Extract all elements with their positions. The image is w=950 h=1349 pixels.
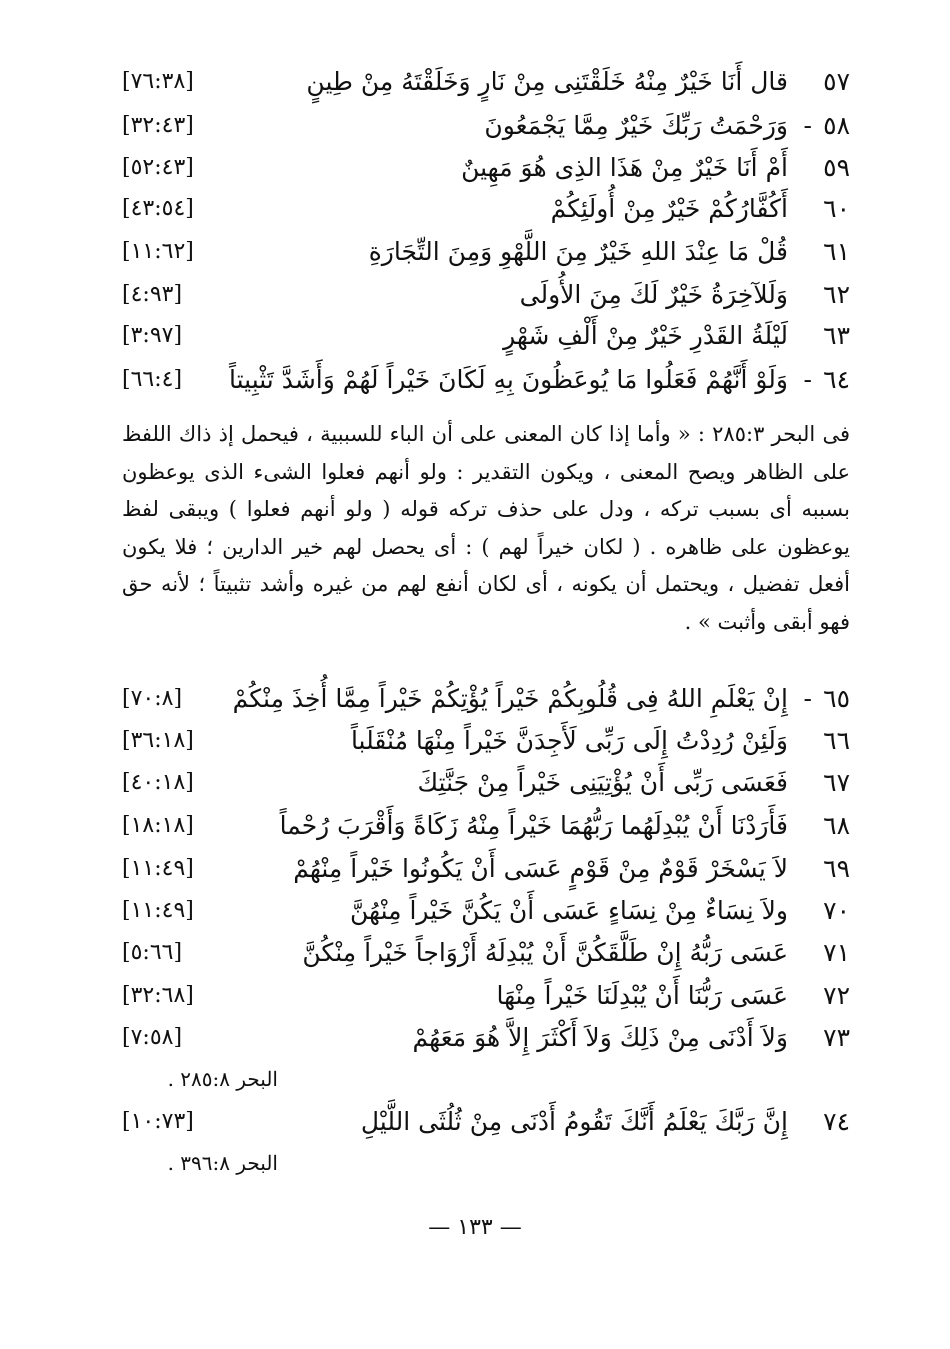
source-note: البحر ٢٨٥:٨ .: [167, 1067, 278, 1091]
verse-number: ٦٠: [823, 194, 850, 223]
verse-line: [122, 148, 850, 188]
verse-text: إِنْ يَعْلَمِ اللهُ فِى قُلُوبِكُمْ خَيْراً يُؤْتِكُمْ خَيْراً مِمَّا أُخِذَ مِنْكُمْ: [232, 684, 788, 713]
verse-number: ٦٩: [823, 854, 850, 883]
verse-line: [122, 849, 850, 889]
verse-reference: [٣٦:١٨]: [122, 728, 194, 753]
commentary-text: فى البحر ٢٨٥:٣ : « وأما إذا كان المعنى على أن الباء للسببية ، فيحمل إذ ذاك اللفظ على الظاهر ويصح المعنى ، ويكون التقدير : ولو أنهم فعلوا الشىء الذى يوعظون بسببه أى بسبب تركه ، ودل على حذف تركه قوله ( ولو أنهم فعلوا ) ويبقى لفظ يوعظون على ظاهره . ( لكان خيراً لهم ) : أى يحصل لهم خير الدارين ؛ فلا يكون أفعل تفضيل ، ويحتمل أن يكونه ، أى لكان أنفع لهم من غيره وأشد تثبيتاً ؛ لأنه حق فهو أبقى وأثبت » .: [122, 422, 850, 634]
verse-number: ٦٧: [823, 768, 850, 797]
verse-reference: [١١:٤٩]: [122, 856, 194, 881]
verse-number: ٦٤: [823, 365, 850, 394]
verse-number: ٦٢: [823, 280, 850, 309]
verse-number: ٥٧: [823, 67, 850, 96]
verse-reference: [١٨:١٨]: [122, 813, 194, 838]
verse-line: [122, 189, 850, 229]
verse-reference: [١٠:٧٣]: [122, 1109, 194, 1134]
verse-line: [122, 232, 850, 272]
verse-number: ٦٥: [823, 684, 850, 713]
verse-text: إِنَّ رَبَّكَ يَعْلَمُ أَنَّكَ تَقُومُ أَدْنَى مِنْ ثُلُثَى اللَّيْلِ: [360, 1107, 788, 1136]
verse-number: ٥٨: [823, 111, 850, 140]
verse-text: ولاَ نِسَاءٌ مِنْ نِسَاءٍ عَسَى أَنْ يَكُنَّ خَيْراً مِنْهُنَّ: [350, 896, 788, 925]
verse-number: ٧١: [823, 938, 850, 967]
verse-number: ٦٣: [823, 321, 850, 350]
verse-text: وَلَئِنْ رُدِدْتُ إِلَى رَبِّى لَأَجِدَنَّ خَيْراً مِنْهَا مُنْقَلَباً: [350, 726, 788, 755]
verse-text: وَلاَ أَدْنَى مِنْ ذَلِكَ وَلاَ أَكْثَرَ إِلاَّ هُوَ مَعَهُمْ: [412, 1023, 788, 1052]
verse-reference: [٦٦:٤]: [122, 367, 183, 392]
verse-text: لَيْلَةُ القَدْرِ خَيْرٌ مِنْ أَلْفِ شَهْرٍ: [503, 321, 788, 350]
verse-reference: [٤٣:٥٤]: [122, 196, 194, 221]
verse-reference: [٣٢:٦٨]: [122, 983, 194, 1008]
verse-text: فَأَرَدْنَا أَنْ يُبْدِلَهُما رَبُّهُمَا خَيْراً مِنْهُ زَكَاةً وَأَقْرَبَ رُحْماً: [279, 811, 788, 840]
verse-reference: [٣:٩٧]: [122, 323, 183, 348]
verse-line: [122, 316, 850, 356]
verse-text: عَسَى رَبُّنَا أَنْ يُبْدِلَنَا خَيْراً مِنْهَا: [496, 981, 788, 1010]
verse-reference: [٧٠:٨]: [122, 686, 183, 711]
verse-number: ٧٢: [823, 981, 850, 1010]
verse-text: أَكُفَّارُكُمْ خَيْرٌ مِنْ أُولَئِكُمْ: [550, 194, 788, 223]
verse-text: عَسَى رَبُّهُ إِنْ طَلَّقَكُنَّ أَنْ يُبْدِلَهُ أَزْوَاجاً خَيْراً مِنْكُنَّ: [302, 938, 788, 967]
verse-number: ٧٤: [823, 1107, 850, 1136]
verse-text: قال أَنَا خَيْرٌ مِنْهُ خَلَقْتَنِى مِنْ نَارٍ وَخَلَقْتَهُ مِنْ طِينٍ: [306, 67, 788, 96]
verse-line: [122, 106, 850, 146]
verse-line: [122, 1102, 850, 1142]
verse-number: ٧٣: [823, 1023, 850, 1052]
verse-reference: [٥:٦٦]: [122, 940, 183, 965]
verse-text: وَرَحْمَتُ رَبِّكَ خَيْرٌ مِمَّا يَجْمَعُونَ: [484, 111, 788, 140]
verse-line: [122, 360, 850, 400]
verse-line: [122, 1018, 850, 1058]
verse-dash: -: [803, 111, 812, 140]
verse-text: أَمْ أَنَا خَيْرٌ مِنْ هَذَا الذِى هُوَ مَهِينٌ: [461, 153, 788, 182]
verse-number: ٦٨: [823, 811, 850, 840]
verse-reference: [١١:٦٢]: [122, 239, 194, 264]
verse-number: ٦١: [823, 237, 850, 266]
verse-line: [122, 275, 850, 315]
verse-text: قُلْ مَا عِنْدَ اللهِ خَيْرٌ مِنَ اللَّهْوِ وَمِنَ التِّجَارَةِ: [368, 237, 788, 266]
verse-text: فَعَسَى رَبِّى أَنْ يُؤْتِيَنِى خَيْراً مِنْ جَنَّتِكَ: [417, 768, 788, 797]
verse-line: [122, 976, 850, 1016]
verse-reference: [٧٦:٣٨]: [122, 69, 194, 94]
verse-line: [122, 806, 850, 846]
source-note: البحر ٣٩٦:٨ .: [167, 1151, 278, 1175]
verse-reference: [٣٢:٤٣]: [122, 113, 194, 138]
verse-number: ٥٩: [823, 153, 850, 182]
verse-text: وَلَوْ أَنَّهُمْ فَعَلُوا مَا يُوعَظُونَ بِهِ لَكَانَ خَيْراً لَهُمْ وَأَشَدَّ تَثْبِيتاً: [229, 365, 788, 394]
verse-line: [122, 891, 850, 931]
verse-line: [122, 679, 850, 719]
verse-number: ٦٦: [823, 726, 850, 755]
verse-reference: [٤:٩٣]: [122, 282, 183, 307]
verse-reference: [٤٠:١٨]: [122, 770, 194, 795]
verse-dash: -: [803, 365, 812, 394]
page-number: — ١٣٣ —: [428, 1215, 522, 1240]
verse-text: وَلَلآخِرَةُ خَيْرٌ لَكَ مِنَ الأُولَى: [519, 280, 788, 309]
verse-reference: [٧:٥٨]: [122, 1025, 183, 1050]
verse-number: ٧٠: [823, 896, 850, 925]
verse-line: [122, 721, 850, 761]
verse-line: [122, 62, 850, 102]
commentary-paragraph: [122, 416, 850, 642]
verse-reference: [٥٢:٤٣]: [122, 155, 194, 180]
verse-reference: [١١:٤٩]: [122, 898, 194, 923]
verse-text: لاَ يَسْخَرْ قَوْمٌ مِنْ قَوْمٍ عَسَى أَنْ يَكُونُوا خَيْراً مِنْهُمْ: [293, 854, 788, 883]
verse-line: [122, 763, 850, 803]
verse-dash: -: [803, 684, 812, 713]
verse-line: [122, 933, 850, 973]
